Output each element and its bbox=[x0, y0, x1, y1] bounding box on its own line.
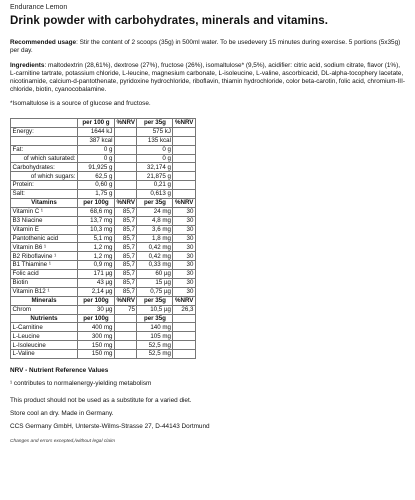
table-cell bbox=[115, 154, 137, 163]
table-cell bbox=[173, 154, 195, 163]
ingredients-label: Ingredients bbox=[10, 62, 45, 69]
table-cell bbox=[173, 136, 195, 145]
table-cell: 150 mg bbox=[78, 341, 115, 350]
nutrition-header-row bbox=[11, 119, 196, 128]
table-cell: 400 mg bbox=[78, 323, 115, 332]
vitamins-header-cell: Vitamins bbox=[11, 199, 78, 208]
table-cell bbox=[115, 163, 137, 172]
table-cell: 10,3 mg bbox=[78, 225, 115, 234]
table-cell bbox=[115, 145, 137, 154]
table-cell: 30 bbox=[173, 216, 195, 225]
table-cell: 52,5 mg bbox=[137, 350, 173, 359]
table-cell: 85,7 bbox=[115, 261, 137, 270]
table-row bbox=[11, 154, 196, 163]
table-cell: B3 Niacine bbox=[11, 216, 78, 225]
nutrition-header-cell: per 35g bbox=[137, 119, 173, 128]
table-cell: 0 g bbox=[137, 145, 173, 154]
table-cell: 85,7 bbox=[115, 216, 137, 225]
table-row bbox=[11, 225, 196, 234]
minerals-header-row bbox=[11, 296, 196, 305]
table-cell bbox=[11, 136, 78, 145]
table-cell: Vitamin B12 ¹ bbox=[11, 287, 78, 296]
table-cell bbox=[115, 323, 137, 332]
table-row bbox=[11, 234, 196, 243]
nutrients-header-cell: per 100g bbox=[78, 314, 115, 323]
table-row bbox=[11, 270, 196, 279]
isomaltulose-note: *Isomaltulose is a source of glucose and fructose. bbox=[10, 100, 151, 107]
table-cell: B2 Riboflavine ¹ bbox=[11, 252, 78, 261]
table-row bbox=[11, 207, 196, 216]
table-row bbox=[11, 181, 196, 190]
table-row bbox=[11, 341, 196, 350]
usage-text: : Stir the content of 2 scoops (35g) in 500ml water. To be usedevery 15 minutes during exercise. 5 portions (5x35g) per day. bbox=[10, 39, 401, 54]
table-cell: Pantothenic acid bbox=[11, 234, 78, 243]
table-cell: 21,875 g bbox=[137, 172, 173, 181]
nutrients-header-cell bbox=[173, 314, 195, 323]
vitamins-header-row bbox=[11, 199, 196, 208]
table-cell: Protein: bbox=[11, 181, 78, 190]
table-cell: 85,7 bbox=[115, 225, 137, 234]
ingredients-text: : maltodextrin (28,61%), dextrose (27%), fructose (26%), isomaltulose* (9,5%), acidifier: citric acid, sodium citrate, flavor (1%), L-carnitine tartrate, potassium chloride, L-leucine, magnesium carbonate, L-isoleucine, L-valine, ascorbicacid, DL-alpha-tocophery lacetate, nicotinamide, calcium-d-pantothenate, pyridoxine hydrochloride, riboflavin, thiamin hydrochloride, color beta-carotin, folic acid, chromium-III-chloride, biotin, cyanocobalamine. bbox=[10, 62, 405, 93]
table-cell: Biotin bbox=[11, 279, 78, 288]
usage-label: Recommended usage bbox=[10, 39, 77, 46]
ingredients-paragraph bbox=[10, 62, 405, 94]
table-cell: 5,1 mg bbox=[78, 234, 115, 243]
table-cell: 0,75 µg bbox=[137, 287, 173, 296]
table-cell: Vitamin E bbox=[11, 225, 78, 234]
minerals-header-cell: per 35g bbox=[137, 296, 173, 305]
table-cell: 85,7 bbox=[115, 207, 137, 216]
nutrients-header-row bbox=[11, 314, 196, 323]
table-row bbox=[11, 287, 196, 296]
table-cell: 387 kcal bbox=[78, 136, 115, 145]
table-cell: 4,8 mg bbox=[137, 216, 173, 225]
table-cell: 13,7 mg bbox=[78, 216, 115, 225]
nutrition-header-cell: %NRV bbox=[116, 119, 135, 127]
table-cell: 171 µg bbox=[78, 270, 115, 279]
table-cell: Salt: bbox=[11, 190, 78, 199]
table-cell bbox=[173, 145, 195, 154]
table-cell: L-Isoleucine bbox=[11, 341, 78, 350]
table-row bbox=[11, 323, 196, 332]
table-row bbox=[11, 350, 196, 359]
table-cell: 30 µg bbox=[78, 305, 115, 314]
table-cell: Vitamin C ¹ bbox=[11, 207, 78, 216]
table-row bbox=[11, 243, 196, 252]
nrv-title: NRV - Nutrient Reference Values bbox=[10, 367, 109, 375]
table-cell: 85,7 bbox=[115, 252, 137, 261]
table-cell: 1,2 mg bbox=[78, 252, 115, 261]
table-row bbox=[11, 145, 196, 154]
storage-note: Store cool an dry. Made in Germany. bbox=[10, 410, 114, 418]
table-cell: 10,5 µg bbox=[137, 305, 173, 314]
table-cell: 52,5 mg bbox=[137, 341, 173, 350]
table-cell: 0,613 g bbox=[137, 190, 173, 199]
table-cell: of which sugars: bbox=[11, 172, 78, 181]
table-cell: 135 kcal bbox=[137, 136, 173, 145]
table-cell bbox=[115, 350, 137, 359]
table-cell: 30 bbox=[173, 279, 195, 288]
usage-paragraph bbox=[10, 39, 405, 55]
nutrition-header-cell: per 100 g bbox=[78, 119, 115, 128]
table-cell bbox=[173, 127, 195, 136]
table-cell bbox=[115, 172, 137, 181]
table-cell: 0 g bbox=[137, 154, 173, 163]
table-cell: 0,42 mg bbox=[137, 243, 173, 252]
table-cell bbox=[115, 341, 137, 350]
table-cell: 0,21 g bbox=[137, 181, 173, 190]
table-cell: 0 g bbox=[78, 154, 115, 163]
table-cell: 0,42 mg bbox=[137, 252, 173, 261]
minerals-header-cell: per 100g bbox=[78, 296, 115, 305]
table-cell: 2,14 µg bbox=[78, 287, 115, 296]
table-cell: 30 bbox=[173, 243, 195, 252]
table-cell: L-Carnitine bbox=[11, 323, 78, 332]
table-cell: 32,174 g bbox=[137, 163, 173, 172]
table-cell: L-Valine bbox=[11, 350, 78, 359]
table-cell: Energy: bbox=[11, 127, 78, 136]
nutrition-table bbox=[10, 118, 196, 359]
table-cell: 15 µg bbox=[137, 279, 173, 288]
table-cell: of which saturated: bbox=[11, 154, 78, 163]
table-row bbox=[11, 136, 196, 145]
table-cell: 85,7 bbox=[115, 270, 137, 279]
table-cell: 0 g bbox=[78, 145, 115, 154]
table-cell: 0,9 mg bbox=[78, 261, 115, 270]
table-cell bbox=[115, 127, 137, 136]
table-cell: 75 bbox=[115, 305, 137, 314]
table-row bbox=[11, 190, 196, 199]
minerals-header-cell: Minerals bbox=[11, 296, 78, 305]
table-cell: 30 bbox=[173, 252, 195, 261]
table-cell bbox=[173, 190, 195, 199]
table-cell: 300 mg bbox=[78, 332, 115, 341]
table-row bbox=[11, 261, 196, 270]
table-row bbox=[11, 332, 196, 341]
vitamins-header-cell: %NRV bbox=[174, 199, 194, 207]
legal-disclaimer: Changes and errors excepted,/without legal claim bbox=[10, 439, 116, 445]
table-cell bbox=[173, 323, 195, 332]
table-cell: 43 µg bbox=[78, 279, 115, 288]
product-variant: Endurance Lemon bbox=[10, 4, 68, 11]
table-cell: 26,3 bbox=[173, 305, 195, 314]
table-cell: 85,7 bbox=[115, 243, 137, 252]
table-cell: 1,2 mg bbox=[78, 243, 115, 252]
table-cell bbox=[115, 181, 137, 190]
table-row bbox=[11, 279, 196, 288]
table-row bbox=[11, 216, 196, 225]
nutrition-table-body bbox=[11, 119, 196, 359]
table-cell bbox=[173, 341, 195, 350]
table-cell: B1 Thiamine ¹ bbox=[11, 261, 78, 270]
table-cell bbox=[173, 350, 195, 359]
table-cell: 85,7 bbox=[115, 287, 137, 296]
table-cell bbox=[173, 172, 195, 181]
table-cell: L-Leucine bbox=[11, 332, 78, 341]
page-title: Drink powder with carbohydrates, minerals and vitamins. bbox=[10, 15, 328, 27]
table-cell bbox=[115, 332, 137, 341]
nutrition-header-cell bbox=[11, 119, 78, 128]
vitamins-header-cell: per 100g bbox=[78, 199, 115, 208]
table-cell: 91,925 g bbox=[78, 163, 115, 172]
minerals-header-cell: %NRV bbox=[174, 297, 194, 305]
table-cell: 30 bbox=[173, 207, 195, 216]
table-cell: 3,6 mg bbox=[137, 225, 173, 234]
table-cell: 105 mg bbox=[137, 332, 173, 341]
nutrients-header-cell: Nutrients bbox=[11, 314, 78, 323]
table-cell bbox=[115, 136, 137, 145]
footnote-energy-metabolism: ¹ contributes to normalenergy-yielding metabolism bbox=[10, 380, 152, 388]
table-cell: 150 mg bbox=[78, 350, 115, 359]
table-cell: Chrom bbox=[11, 305, 78, 314]
table-cell: 30 bbox=[173, 287, 195, 296]
substitute-note: This product should not be used as a substitute for a varied diet. bbox=[10, 397, 192, 405]
vitamins-header-cell: %NRV bbox=[116, 199, 135, 207]
table-cell: 85,7 bbox=[115, 234, 137, 243]
table-cell: 30 bbox=[173, 234, 195, 243]
table-cell bbox=[115, 190, 137, 199]
table-cell: 85,7 bbox=[115, 279, 137, 288]
table-cell: 575 kJ bbox=[137, 127, 173, 136]
nutrition-header-cell: %NRV bbox=[174, 119, 194, 127]
table-cell: 1,8 mg bbox=[137, 234, 173, 243]
company-address: CCS Germany GmbH, Unterste-Wilms-Strasse 27, D-44143 Dortmund bbox=[10, 423, 210, 431]
table-cell: Carbohydrates: bbox=[11, 163, 78, 172]
table-cell: 0,60 g bbox=[78, 181, 115, 190]
table-cell: 30 bbox=[173, 270, 195, 279]
table-row bbox=[11, 163, 196, 172]
table-cell: 24 mg bbox=[137, 207, 173, 216]
table-cell: Folic acid bbox=[11, 270, 78, 279]
table-row bbox=[11, 172, 196, 181]
table-cell: 0,33 mg bbox=[137, 261, 173, 270]
nutrients-header-cell bbox=[115, 314, 137, 323]
table-cell: 60 µg bbox=[137, 270, 173, 279]
table-cell bbox=[173, 332, 195, 341]
table-cell: 30 bbox=[173, 261, 195, 270]
minerals-header-cell: %NRV bbox=[116, 297, 135, 305]
table-row bbox=[11, 127, 196, 136]
table-cell: 30 bbox=[173, 225, 195, 234]
table-cell: Vitamin B6 ¹ bbox=[11, 243, 78, 252]
nutrients-header-cell: per 35g bbox=[137, 314, 173, 323]
table-row bbox=[11, 305, 196, 314]
table-cell: 1644 kJ bbox=[78, 127, 115, 136]
table-cell: 1,75 g bbox=[78, 190, 115, 199]
table-cell: 62,5 g bbox=[78, 172, 115, 181]
table-row bbox=[11, 252, 196, 261]
table-cell: Fat: bbox=[11, 145, 78, 154]
vitamins-header-cell: per 35g bbox=[137, 199, 173, 208]
table-cell bbox=[173, 181, 195, 190]
table-cell: 140 mg bbox=[137, 323, 173, 332]
table-cell: 68,6 mg bbox=[78, 207, 115, 216]
table-cell bbox=[173, 163, 195, 172]
